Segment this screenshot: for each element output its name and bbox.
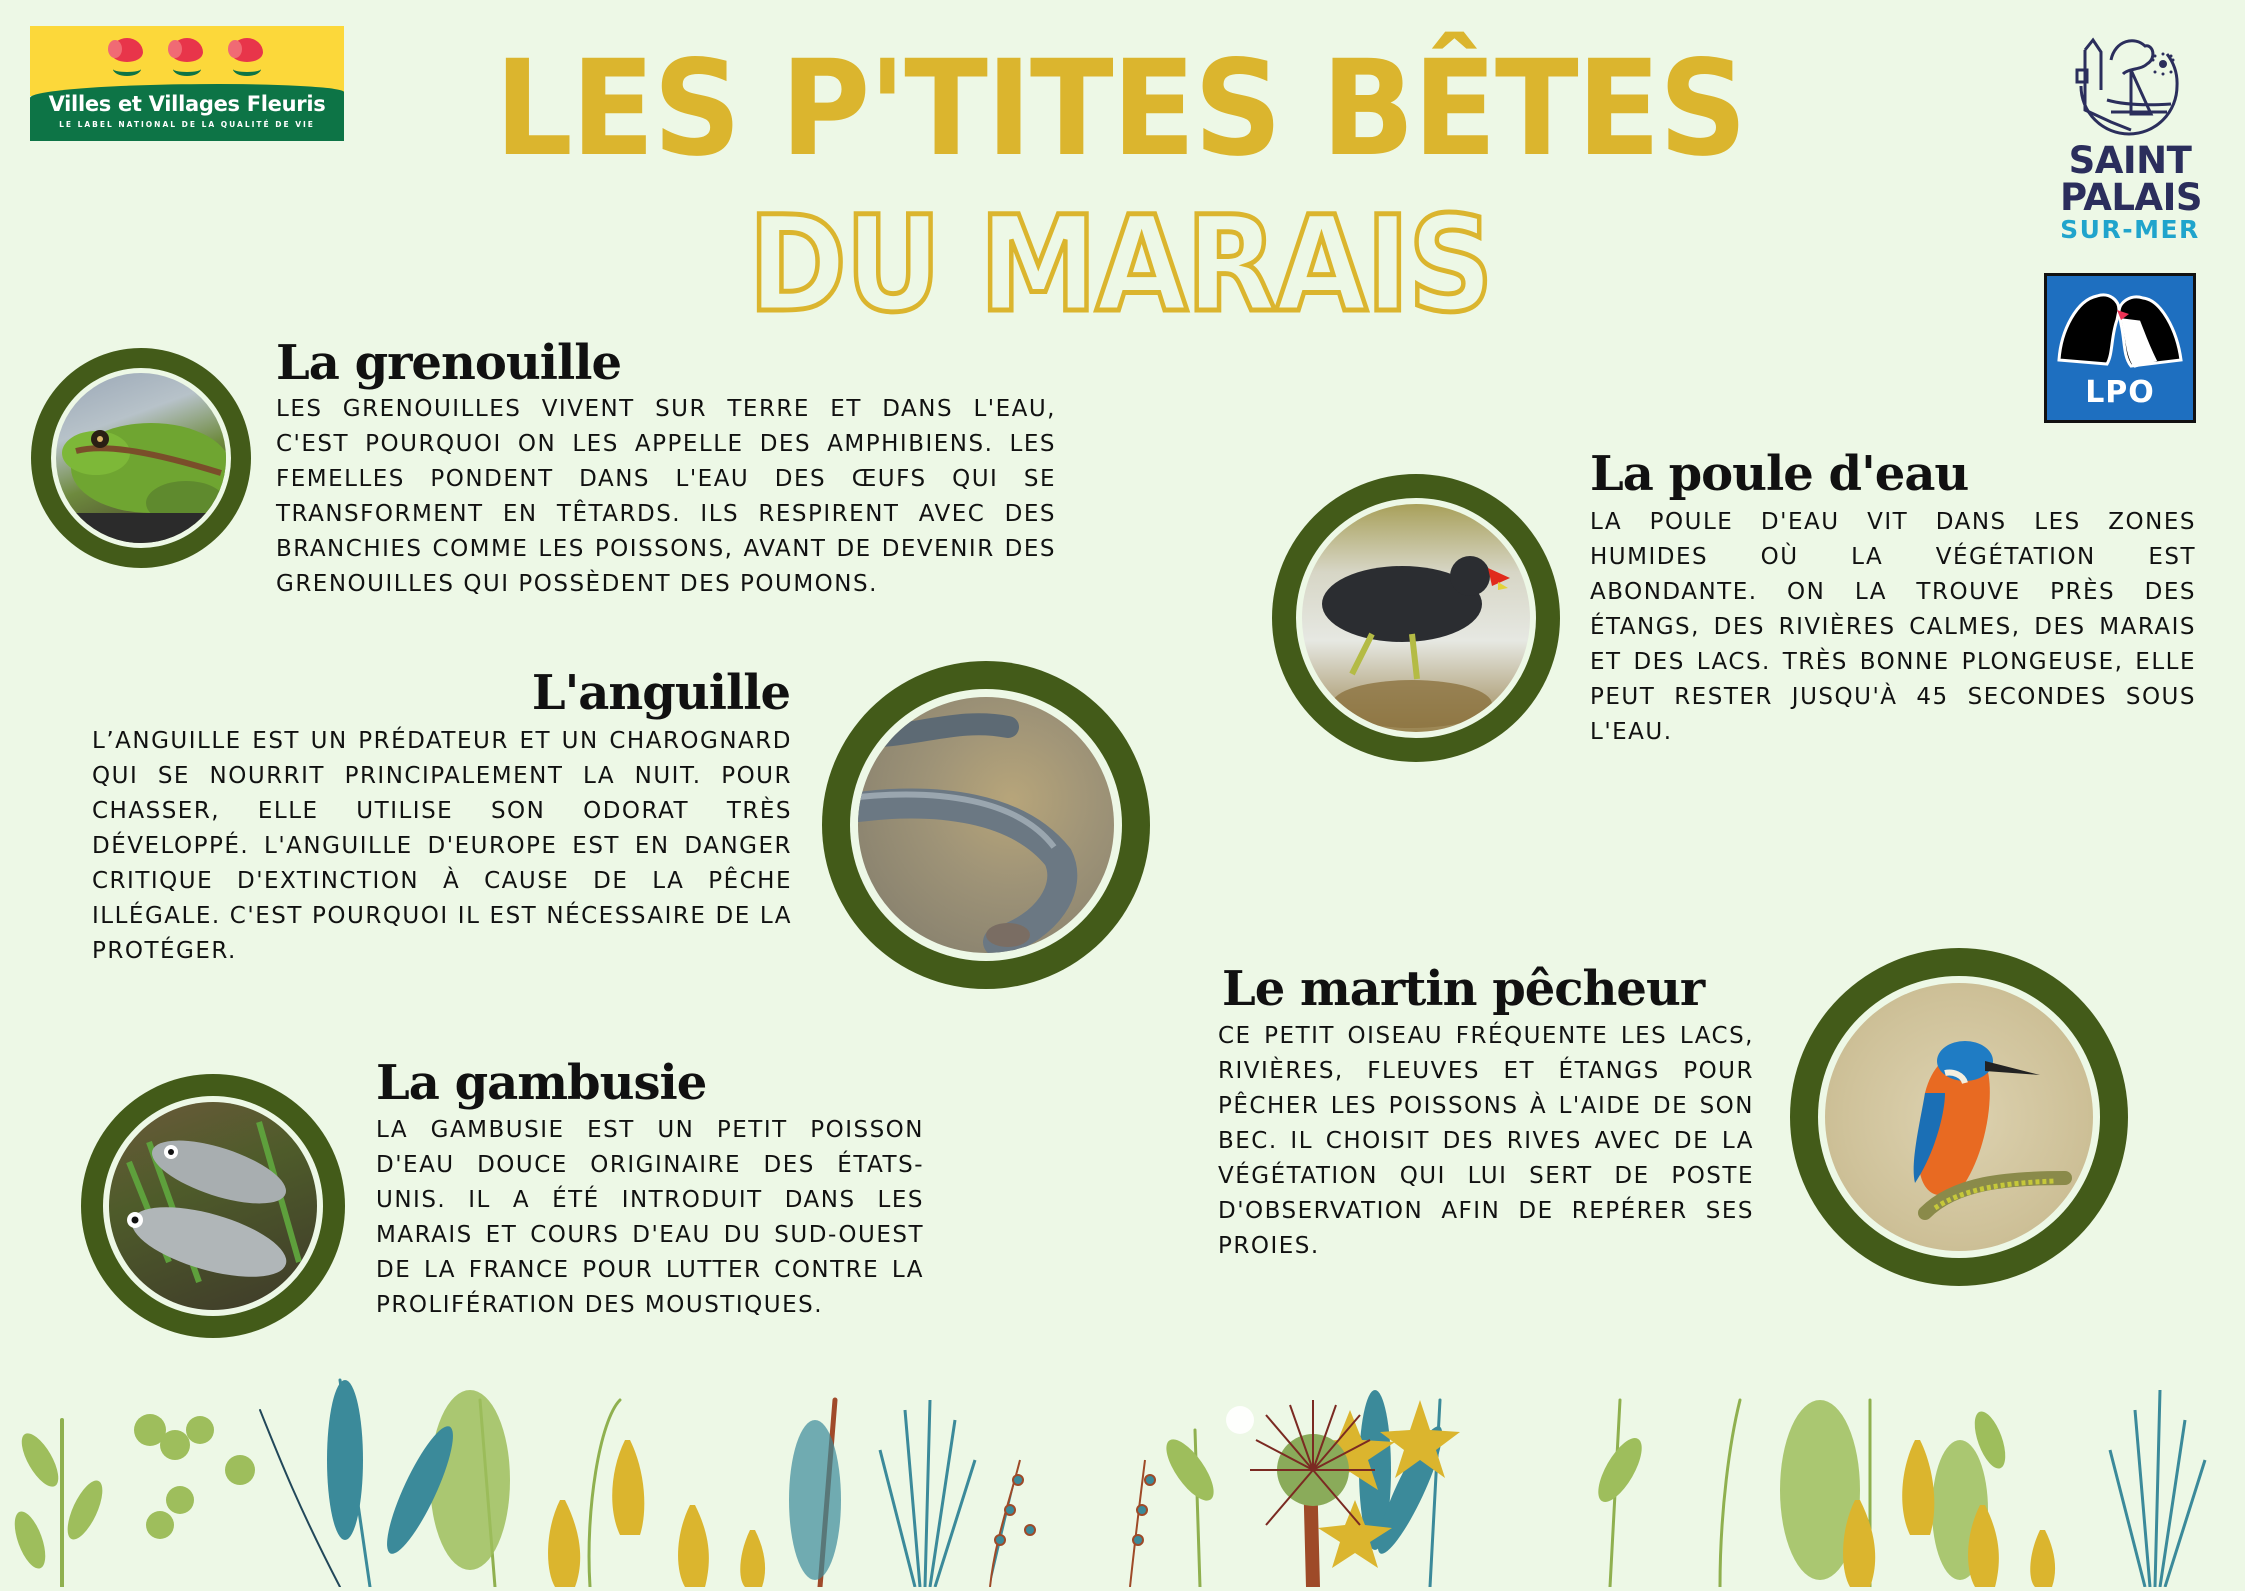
eel-photo	[858, 697, 1114, 953]
lpo-label: LPO	[2085, 375, 2155, 410]
kingfisher-photo-frame	[1790, 948, 2128, 1286]
logo-line-sur-mer: SUR-MER	[2060, 215, 2200, 244]
marsh-plants-illustration	[0, 1360, 2245, 1587]
animal-text-kingfisher: CE PETIT OISEAU FRÉQUENTE LES LACS, RIVIÈRES, FLEUVES ET ÉTANGS POUR PÊCHER LES POISSONS À L'AIDE DE SON BEC. IL CHOISIT DES RIVES AVEC DE LA VÉGÉTATION QUI LUI SERT DE POSTE D'OBSERVATION AFIN DE REPÉRER SES PROIES.	[1218, 1023, 1754, 1259]
logo-subtitle: LE LABEL NATIONAL DE LA QUALITÉ DE VIE	[59, 120, 315, 129]
animal-heading-frog: La grenouille	[276, 335, 622, 391]
frog-photo	[56, 373, 226, 543]
logo-line-saint: SAINT	[2068, 139, 2192, 182]
kingfisher-photo	[1825, 983, 2093, 1251]
mosquitofish-photo-frame	[81, 1074, 345, 1338]
flowers-row	[108, 38, 266, 74]
animal-text-mosquitofish: LA GAMBUSIE EST UN PETIT POISSON D'EAU DOUCE ORIGINAIRE DES ÉTATS-UNIS. IL A ÉTÉ INTRODUIT DANS LES MARAIS ET COURS D'EAU DU SUD-OUEST DE LA FRANCE POUR LUTTER CONTRE LA PROLIFÉRATION DES MOUSTIQUES.	[376, 1117, 924, 1318]
flower-icon	[168, 38, 206, 74]
flower-icon	[228, 38, 266, 74]
villes-villages-fleuris-logo	[30, 26, 344, 141]
flower-icon	[108, 38, 146, 74]
moorhen-photo-frame	[1272, 474, 1560, 762]
logo-line-palais: PALAIS	[2060, 176, 2202, 219]
saint-palais-logo	[2060, 30, 2200, 244]
puffins-icon	[2047, 280, 2193, 380]
page-title-line2: DU MARAIS	[748, 188, 1492, 342]
animal-heading-moorhen: La poule d'eau	[1590, 446, 1969, 502]
mosquitofish-photo	[109, 1102, 317, 1310]
page-title-line1: LES P'TITES BÊTES	[494, 32, 1746, 186]
lpo-logo	[2044, 273, 2196, 423]
town-emblem-icon	[2071, 30, 2189, 142]
logo-title: Villes et Villages Fleuris	[48, 92, 326, 116]
animal-text-moorhen: LA POULE D'EAU VIT DANS LES ZONES HUMIDES OÙ LA VÉGÉTATION EST ABONDANTE. ON LA TROUVE PRÈS DES ÉTANGS, DES RIVIÈRES CALMES, DES MARAIS ET DES LACS. TRÈS BONNE PLONGEUSE, ELLE PEUT RESTER JUSQU'À 45 SECONDES SOUS L'EAU.	[1590, 509, 2196, 745]
moorhen-photo	[1302, 504, 1530, 732]
eel-photo-frame	[822, 661, 1150, 989]
animal-text-frog: LES GRENOUILLES VIVENT SUR TERRE ET DANS L'EAU, C'EST POURQUOI ON LES APPELLE DES AMPHIBIENS. LES FEMELLES PONDENT DANS L'EAU DES ŒUFS QUI SE TRANSFORMENT EN TÊTARDS. ILS RESPIRENT AVEC DES BRANCHIES COMME LES POISSONS, AVANT DE DEVENIR DES GRENOUILLES QUI POSSÈDENT DES POUMONS.	[276, 396, 1056, 597]
frog-photo-frame	[31, 348, 251, 568]
animal-heading-kingfisher: Le martin pêcheur	[1222, 961, 1705, 1017]
animal-text-eel: L’ANGUILLE EST UN PRÉDATEUR ET UN CHAROGNARD QUI SE NOURRIT PRINCIPALEMENT LA NUIT. POUR CHASSER, ELLE UTILISE SON ODORAT TRÈS DÉVELOPPÉ. L'ANGUILLE D'EUROPE EST EN DANGER CRITIQUE D'EXTINCTION À CAUSE DE LA PÊCHE ILLÉGALE. C'EST POURQUOI IL EST NÉCESSAIRE DE LA PROTÉGER.	[92, 728, 792, 964]
animal-heading-mosquitofish: La gambusie	[376, 1055, 707, 1111]
animal-heading-eel: L'anguille	[531, 665, 790, 721]
